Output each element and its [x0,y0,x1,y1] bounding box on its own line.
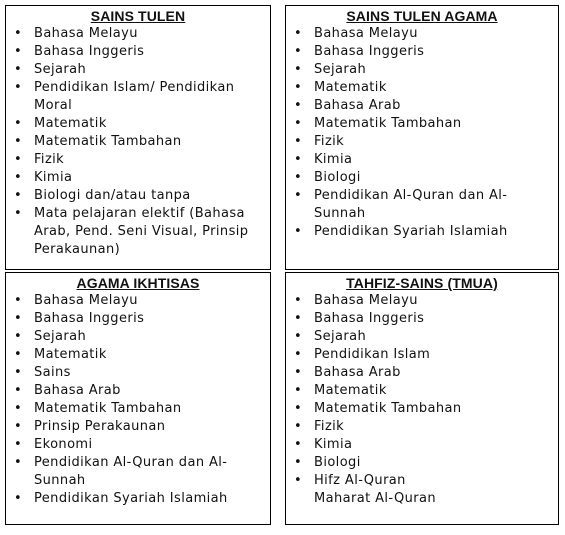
bullet-icon: • [294,98,303,113]
subject-item [6,310,270,328]
subject-item [286,328,558,346]
subject-label: Mata pelajaran elektif (Bahasa Arab, Pend. Seni Visual, Prinsip Perakaunan) [34,206,249,257]
subject-label: Matematik [34,347,107,362]
subject-label: Pendidikan Islam [314,347,431,362]
bullet-icon: • [294,329,303,344]
subject-label: Bahasa Melayu [314,293,418,308]
subject-label: Sejarah [34,329,87,344]
subject-label: Sejarah [314,329,367,344]
bullet-icon: • [294,311,303,326]
subject-label: Ekonomi [34,437,93,452]
subject-item [6,292,270,310]
subject-item [6,436,270,454]
stream-title: AGAMA IKHTISAS [76,275,200,291]
subject-item [286,418,558,436]
subject-label: Kimia [314,437,353,452]
subject-item [286,346,558,364]
subject-item [286,79,558,97]
subject-label: Hifz Al-Quran [314,473,406,488]
bullet-icon: • [294,224,303,239]
subject-item [6,382,270,400]
subject-label: Matematik [34,116,107,131]
bullet-icon: • [14,383,23,398]
subject-item [6,169,270,187]
subject-label: Bahasa Melayu [314,26,418,41]
subject-item [286,223,558,241]
subject-label: Pendidikan Syariah Islamiah [314,224,508,239]
subject-item [286,187,558,223]
subject-item [6,346,270,364]
bullet-icon: • [14,152,23,167]
bullet-icon: • [294,455,303,470]
subject-item [6,400,270,418]
subject-label: Bahasa Melayu [34,26,138,41]
subject-label: Pendidikan Al-Quran dan Al-Sunnah [34,455,228,488]
bullet-icon: • [14,437,23,452]
subject-item [6,133,270,151]
stream-title: SAINS TULEN [90,8,186,24]
subject-label: Matematik Tambahan [314,401,462,416]
bullet-icon: • [14,401,23,416]
subject-item [6,187,270,205]
subject-label: Fizik [314,419,345,434]
bullet-icon: • [14,62,23,77]
bullet-icon: • [14,134,23,149]
subject-label: Bahasa Arab [314,365,401,380]
subject-item [286,364,558,382]
bullet-icon: • [14,170,23,185]
subject-label: Fizik [314,134,345,149]
subject-label: Sains [34,365,71,380]
bullet-icon: • [294,80,303,95]
subject-label: Kimia [34,170,73,185]
bullet-icon: • [294,401,303,416]
subject-item [286,292,558,310]
bullet-icon: • [294,293,303,308]
bullet-icon: • [294,62,303,77]
subject-item [6,454,270,490]
bullet-icon: • [14,293,23,308]
bullet-icon: • [14,80,23,95]
subject-label: Bahasa Inggeris [34,44,145,59]
subject-label: Matematik Tambahan [314,116,462,131]
subject-item [6,418,270,436]
subject-list [286,292,558,508]
subject-list [6,292,270,508]
subject-item [6,115,270,133]
bullet-icon: • [14,365,23,380]
subject-item [286,454,558,472]
subject-item [6,43,270,61]
subject-item [286,436,558,454]
stream-box-sains-tulen [5,5,271,270]
subject-label: Bahasa Inggeris [314,311,425,326]
bullet-icon: • [294,26,303,41]
bullet-icon: • [14,347,23,362]
subject-item [6,25,270,43]
subject-item [286,151,558,169]
subject-item [286,43,558,61]
subject-label: Bahasa Inggeris [34,311,145,326]
subject-item [6,328,270,346]
subject-item [286,61,558,79]
stream-title: TAHFIZ-SAINS (TMUA) [346,275,498,291]
bullet-icon: • [14,419,23,434]
bullet-icon: • [294,116,303,131]
subject-item [286,490,558,508]
subject-label: Sejarah [314,62,367,77]
bullet-icon: • [294,170,303,185]
bullet-icon: • [294,419,303,434]
bullet-icon: • [294,152,303,167]
subject-item [286,400,558,418]
subject-list [286,25,558,241]
subject-item [286,472,558,490]
stream-title: SAINS TULEN AGAMA [346,8,498,24]
subject-label: Bahasa Arab [34,383,121,398]
stream-box-sains-tulen-agama [285,5,559,270]
subject-label: Kimia [314,152,353,167]
subject-item [6,205,270,259]
bullet-icon: • [294,365,303,380]
stream-box-agama-ikhtisas [5,272,271,525]
subject-label: Pendidikan Al-Quran dan Al-Sunnah [314,188,508,221]
bullet-icon: • [14,26,23,41]
subject-item [6,79,270,115]
bullet-icon: • [14,206,23,221]
subject-list [6,25,270,259]
subject-label: Bahasa Arab [314,98,401,113]
subject-label: Matematik Tambahan [34,401,182,416]
subject-label: Biologi [314,455,361,470]
subject-label: Bahasa Melayu [34,293,138,308]
subject-label: Prinsip Perakaunan [34,419,166,434]
bullet-icon: • [294,437,303,452]
subject-item [286,169,558,187]
subject-item [286,133,558,151]
bullet-icon: • [294,188,303,203]
subject-item [6,151,270,169]
bullet-icon: • [294,44,303,59]
subject-item [6,61,270,79]
bullet-icon: • [14,455,23,470]
subject-item [6,490,270,508]
subject-label: Biologi dan/atau tanpa [34,188,191,203]
bullet-icon: • [294,134,303,149]
subject-label: Fizik [34,152,65,167]
bullet-icon: • [14,311,23,326]
subject-label: Matematik Tambahan [34,134,182,149]
subject-item [286,25,558,43]
bullet-icon: • [294,347,303,362]
subject-item [286,97,558,115]
bullet-icon: • [14,491,23,506]
subject-label: Matematik [314,383,387,398]
subject-label: Biologi [314,170,361,185]
subject-item [6,364,270,382]
subject-label: Pendidikan Syariah Islamiah [34,491,228,506]
bullet-icon: • [14,44,23,59]
subject-item [286,310,558,328]
subject-label: Pendidikan Islam/ Pendidikan Moral [34,80,235,113]
bullet-icon: • [294,473,303,488]
bullet-icon: • [294,383,303,398]
subject-label: Maharat Al-Quran [314,491,437,506]
subject-label: Sejarah [34,62,87,77]
bullet-icon: • [14,116,23,131]
stream-box-tahfiz-sains [285,272,559,525]
subject-label: Bahasa Inggeris [314,44,425,59]
subject-label: Matematik [314,80,387,95]
subject-item [286,382,558,400]
subject-item [286,115,558,133]
bullet-icon: • [14,188,23,203]
bullet-icon: • [14,329,23,344]
